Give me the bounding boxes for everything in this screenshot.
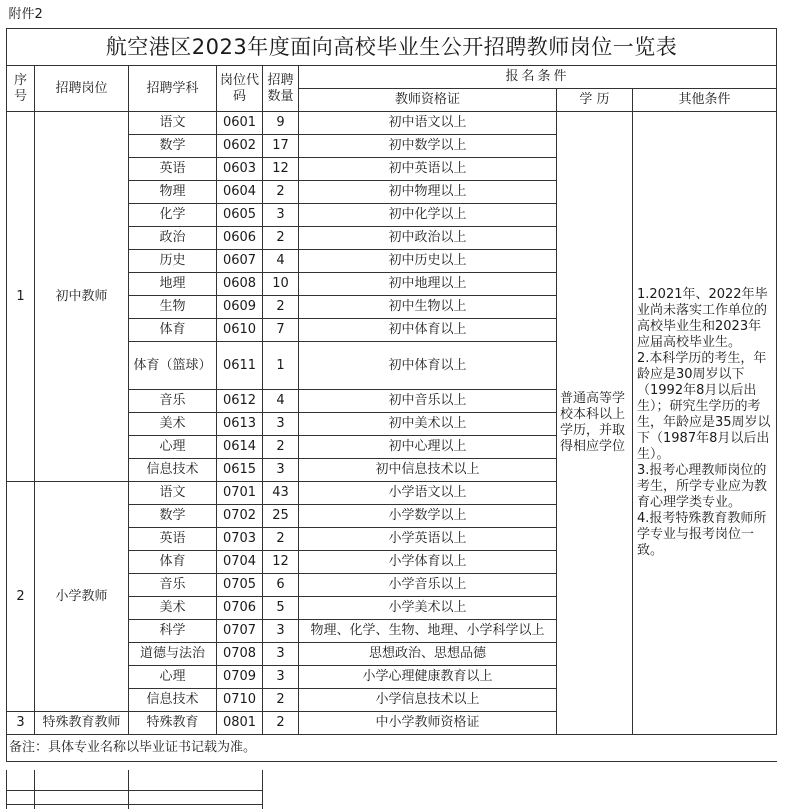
row-certificate: 初中音乐以上 bbox=[299, 390, 557, 413]
attachment-label: 附件2 bbox=[7, 2, 777, 29]
row-code: 0612 bbox=[217, 390, 263, 413]
row-certificate: 初中信息技术以上 bbox=[299, 459, 557, 482]
row-certificate: 中小学教师资格证 bbox=[299, 712, 557, 735]
row-code: 0704 bbox=[217, 551, 263, 574]
row-count: 2 bbox=[263, 227, 299, 250]
row-certificate: 小学美术以上 bbox=[299, 597, 557, 620]
row-certificate: 小学体育以上 bbox=[299, 551, 557, 574]
row-subject: 心理 bbox=[129, 436, 217, 459]
row-count: 3 bbox=[263, 413, 299, 436]
header-code: 岗位代码 bbox=[217, 66, 263, 112]
row-certificate: 初中语文以上 bbox=[299, 112, 557, 135]
row-subject: 音乐 bbox=[129, 574, 217, 597]
header-certificate: 教师资格证 bbox=[299, 89, 557, 112]
row-code: 0701 bbox=[217, 482, 263, 505]
row-certificate: 初中化学以上 bbox=[299, 204, 557, 227]
row-subject: 物理 bbox=[129, 181, 217, 204]
other-condition-item: 4.报考特殊教育教师所学专业与报考岗位一致。 bbox=[637, 511, 767, 558]
row-count: 7 bbox=[263, 319, 299, 342]
row-certificate: 初中生物以上 bbox=[299, 296, 557, 319]
row-subject: 化学 bbox=[129, 204, 217, 227]
row-subject: 语文 bbox=[129, 482, 217, 505]
row-seq: 2 bbox=[7, 482, 35, 712]
row-certificate: 初中历史以上 bbox=[299, 250, 557, 273]
header-education: 学 历 bbox=[557, 89, 633, 112]
row-count: 12 bbox=[263, 551, 299, 574]
row-certificate: 小学音乐以上 bbox=[299, 574, 557, 597]
row-certificate: 小学心理健康教育以上 bbox=[299, 666, 557, 689]
row-count: 25 bbox=[263, 505, 299, 528]
row-subject: 英语 bbox=[129, 158, 217, 181]
other-condition-item: 3.报考心理教师岗位的考生，所学专业应为教育心理学类专业。 bbox=[637, 463, 768, 510]
row-code: 0605 bbox=[217, 204, 263, 227]
row-subject: 生物 bbox=[129, 296, 217, 319]
row-count: 3 bbox=[263, 643, 299, 666]
row-subject: 特殊教育 bbox=[129, 712, 217, 735]
row-certificate: 小学语文以上 bbox=[299, 482, 557, 505]
row-code: 0604 bbox=[217, 181, 263, 204]
row-position: 初中教师 bbox=[35, 112, 129, 482]
row-count: 10 bbox=[263, 273, 299, 296]
row-certificate: 思想政治、思想品德 bbox=[299, 643, 557, 666]
header-subject: 招聘学科 bbox=[129, 66, 217, 112]
row-certificate: 初中政治以上 bbox=[299, 227, 557, 250]
row-subject: 心理 bbox=[129, 666, 217, 689]
row-seq: 3 bbox=[7, 712, 35, 735]
row-count: 5 bbox=[263, 597, 299, 620]
recruitment-sheet bbox=[6, 2, 788, 762]
row-code: 0611 bbox=[217, 342, 263, 390]
row-code: 0703 bbox=[217, 528, 263, 551]
row-count: 3 bbox=[263, 204, 299, 227]
row-certificate: 物理、化学、生物、地理、小学科学以上 bbox=[299, 620, 557, 643]
header-other: 其他条件 bbox=[633, 89, 777, 112]
row-count: 2 bbox=[263, 436, 299, 459]
note-row bbox=[7, 735, 777, 762]
row-certificate: 初中物理以上 bbox=[299, 181, 557, 204]
row-subject: 美术 bbox=[129, 597, 217, 620]
row-certificate: 初中心理以上 bbox=[299, 436, 557, 459]
row-code: 0709 bbox=[217, 666, 263, 689]
row-count: 2 bbox=[263, 712, 299, 735]
table-row bbox=[7, 112, 777, 135]
header-position: 招聘岗位 bbox=[35, 66, 129, 112]
row-seq: 1 bbox=[7, 112, 35, 482]
row-code: 0710 bbox=[217, 689, 263, 712]
row-code: 0602 bbox=[217, 135, 263, 158]
row-count: 2 bbox=[263, 528, 299, 551]
row-certificate: 初中地理以上 bbox=[299, 273, 557, 296]
row-subject: 历史 bbox=[129, 250, 217, 273]
row-subject: 体育 bbox=[129, 319, 217, 342]
row-code: 0707 bbox=[217, 620, 263, 643]
header-conditions: 报名条件 bbox=[299, 66, 777, 89]
row-certificate: 初中英语以上 bbox=[299, 158, 557, 181]
row-count: 3 bbox=[263, 666, 299, 689]
row-count: 4 bbox=[263, 250, 299, 273]
row-subject: 政治 bbox=[129, 227, 217, 250]
row-certificate: 初中体育以上 bbox=[299, 342, 557, 390]
row-code: 0609 bbox=[217, 296, 263, 319]
row-code: 0608 bbox=[217, 273, 263, 296]
row-code: 0708 bbox=[217, 643, 263, 666]
row-position: 小学教师 bbox=[35, 482, 129, 712]
row-count: 3 bbox=[263, 459, 299, 482]
row-subject: 数学 bbox=[129, 505, 217, 528]
row-subject: 体育（篮球） bbox=[129, 342, 217, 390]
row-code: 0615 bbox=[217, 459, 263, 482]
row-code: 0601 bbox=[217, 112, 263, 135]
row-subject: 体育 bbox=[129, 551, 217, 574]
row-code: 0705 bbox=[217, 574, 263, 597]
row-count: 17 bbox=[263, 135, 299, 158]
row-count: 9 bbox=[263, 112, 299, 135]
row-subject: 信息技术 bbox=[129, 689, 217, 712]
positions-table bbox=[6, 2, 777, 762]
row-count: 43 bbox=[263, 482, 299, 505]
row-count: 4 bbox=[263, 390, 299, 413]
row-count: 12 bbox=[263, 158, 299, 181]
header-count: 招聘数量 bbox=[263, 66, 299, 112]
row-subject: 英语 bbox=[129, 528, 217, 551]
row-count: 2 bbox=[263, 689, 299, 712]
row-certificate: 初中数学以上 bbox=[299, 135, 557, 158]
row-code: 0610 bbox=[217, 319, 263, 342]
education-requirement: 普通高等学校本科以上学历，并取得相应学位 bbox=[557, 112, 633, 735]
page-title: 航空港区2023年度面向高校毕业生公开招聘教师岗位一览表 bbox=[7, 29, 777, 66]
other-condition-item: 2.本科学历的考生，年龄应是30周岁以下（1992年8月以后出生）；研究生学历的考生，年龄应是35周岁以下（1987年8月以后出生）。 bbox=[637, 351, 771, 462]
row-subject: 信息技术 bbox=[129, 459, 217, 482]
row-subject: 道德与法治 bbox=[129, 643, 217, 666]
row-code: 0603 bbox=[217, 158, 263, 181]
row-count: 6 bbox=[263, 574, 299, 597]
other-condition-item: 1.2021年、2022年毕业尚未落实工作单位的高校毕业生和2023年应届高校毕业生。 bbox=[637, 287, 768, 350]
row-count: 1 bbox=[263, 342, 299, 390]
row-count: 3 bbox=[263, 620, 299, 643]
row-certificate: 小学信息技术以上 bbox=[299, 689, 557, 712]
row-count: 2 bbox=[263, 181, 299, 204]
note-text: 备注：具体专业名称以毕业证书记载为准。 bbox=[7, 735, 777, 762]
row-code: 0606 bbox=[217, 227, 263, 250]
row-certificate: 小学数学以上 bbox=[299, 505, 557, 528]
row-code: 0614 bbox=[217, 436, 263, 459]
row-subject: 音乐 bbox=[129, 390, 217, 413]
row-code: 0702 bbox=[217, 505, 263, 528]
row-subject: 科学 bbox=[129, 620, 217, 643]
row-subject: 语文 bbox=[129, 112, 217, 135]
row-code: 0706 bbox=[217, 597, 263, 620]
row-certificate: 小学英语以上 bbox=[299, 528, 557, 551]
row-count: 2 bbox=[263, 296, 299, 319]
row-certificate: 初中美术以上 bbox=[299, 413, 557, 436]
row-code: 0607 bbox=[217, 250, 263, 273]
row-subject: 美术 bbox=[129, 413, 217, 436]
row-position: 特殊教育教师 bbox=[35, 712, 129, 735]
row-subject: 数学 bbox=[129, 135, 217, 158]
row-code: 0801 bbox=[217, 712, 263, 735]
row-subject: 地理 bbox=[129, 273, 217, 296]
header-seq: 序号 bbox=[7, 66, 35, 112]
row-code: 0613 bbox=[217, 413, 263, 436]
row-certificate: 初中体育以上 bbox=[299, 319, 557, 342]
other-conditions bbox=[633, 112, 777, 735]
